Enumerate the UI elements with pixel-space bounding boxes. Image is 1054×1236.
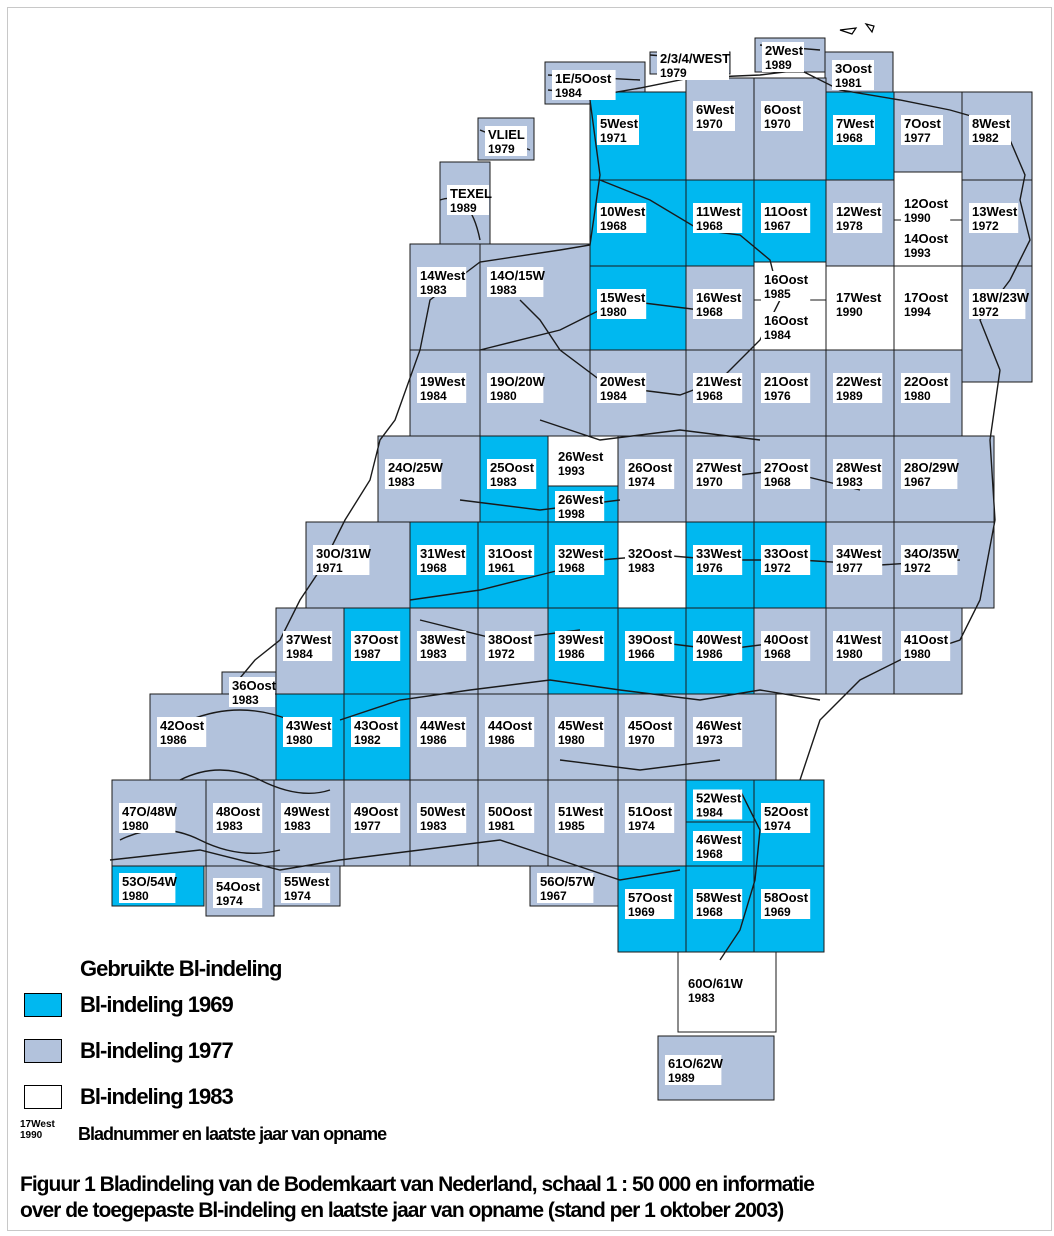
sheet-year: 1970 [696,117,723,131]
sheet-year: 1984 [764,328,791,342]
sheet-number: 7West [836,116,875,131]
sheet-number: 41West [836,632,882,647]
sheet-year: 1967 [764,219,791,233]
sheet-year: 1979 [488,142,515,156]
sheet-number: 55West [284,874,330,889]
sheet-year: 1985 [558,819,585,833]
sheet-year: 1980 [904,647,931,661]
sheet-number: 38Oost [488,632,533,647]
sheet-year: 1986 [558,647,585,661]
legend-swatch-1983 [24,1085,62,1109]
sheet-year: 1968 [696,847,723,861]
sheet-number: 3Oost [835,61,872,76]
legend-swatch-1969 [24,993,62,1017]
sheet-year: 1977 [354,819,381,833]
sheet-year: 1961 [488,561,515,575]
sheet-year: 1976 [764,389,791,403]
sheet-year: 1977 [836,561,863,575]
sheet-year: 1984 [600,389,627,403]
sheet-number: 2West [765,43,804,58]
sheet-number: 42Oost [160,718,205,733]
sheet-year: 1973 [696,733,723,747]
sheet-number: 37Oost [354,632,399,647]
sheet-year: 1984 [420,389,447,403]
sheet-year: 1968 [836,131,863,145]
sheet-number: 48Oost [216,804,261,819]
sheet-number: 6West [696,102,735,117]
sheet-year: 1986 [488,733,515,747]
sheet-number: 52West [696,790,742,806]
sheet-number: 33West [696,546,742,561]
caption-line-2: over de toegepaste Bl-indeling en laatste jaar van opname (stand per 1 oktober 2003) [20,1199,784,1222]
sheet-year: 1971 [600,131,627,145]
sheet-year: 1968 [420,561,447,575]
sheet-number: 39Oost [628,632,673,647]
sheet-number: 12West [836,204,882,219]
sheet-number: 16West [696,290,742,305]
sheet-number: 28O/29W [904,460,959,475]
legend-swatch-1977 [24,1039,62,1063]
sheet-number: 14West [420,268,466,283]
sheet-number: 54Oost [216,879,261,894]
sheet-year: 1980 [286,733,313,747]
sheet-year: 1968 [696,905,723,919]
sheet-year: 1980 [490,389,517,403]
sheet-year: 1978 [836,219,863,233]
sheet-year: 1983 [490,283,517,297]
sheet-year: 1969 [764,905,791,919]
sheet-number: VLIEL [488,127,525,142]
sheet-number: 26West [558,449,604,464]
legend-label-1977: Bl-indeling 1977 [80,1038,233,1063]
sheet-year: 1980 [600,305,627,319]
sheet-number: 41Oost [904,632,949,647]
sheet-number: 47O/48W [122,804,177,819]
sheet-number: 24O/25W [388,460,443,475]
sheet-number: 43West [286,718,332,733]
sheet-year: 1972 [972,219,999,233]
sheet-number: 25Oost [490,460,535,475]
sheet-number: 20West [600,374,646,389]
sheet-year: 1981 [488,819,515,833]
legend-item-1969 [24,990,233,1020]
sheet-number: 40West [696,632,742,647]
sheet-year: 1982 [972,131,999,145]
sheet-year: 1968 [600,219,627,233]
sheet-number: 38West [420,632,466,647]
sheet-year: 1974 [764,819,791,833]
sheet-number: 27Oost [764,460,809,475]
legend-title: Gebruikte Bl-indeling [80,956,282,981]
sheet-year: 1970 [764,117,791,131]
sheet-number: 40Oost [764,632,809,647]
sheet-number: 17Oost [904,290,949,305]
legend-label-1983: Bl-indeling 1983 [80,1084,233,1109]
sheet-number: 22Oost [904,374,949,389]
sheet-number: 58Oost [764,890,809,905]
sheet-year: 1989 [765,58,792,72]
sheet-year: 1979 [660,66,687,80]
sheet-year: 1983 [420,283,447,297]
sheet-year: 1984 [555,86,582,100]
sheet-year: 1990 [836,305,863,319]
sheet-year: 1983 [628,561,655,575]
legend-item-1983 [24,1082,233,1112]
sheet-number: 31Oost [488,546,533,561]
sheet-number: 32West [558,546,604,561]
sheet-number: 14Oost [904,231,949,246]
sheet-year: 1972 [904,561,931,575]
legend-example-label [20,1119,55,1141]
sheet-number: 61O/62W [668,1056,723,1071]
sheet-year: 1987 [354,647,381,661]
sheet-year: 1970 [628,733,655,747]
sheet-number: 7Oost [904,116,941,131]
sheet-number: 60O/61W [688,976,743,991]
sheet-year: 1976 [696,561,723,575]
sheet-year: 1967 [904,475,931,489]
sheet-number: 1E/5Oost [555,71,612,86]
legend-label-1969: Bl-indeling 1969 [80,992,233,1017]
sheet-number: 45Oost [628,718,673,733]
legend-example-number: 17West [20,1119,55,1130]
sheet-number: 46West [696,718,742,733]
sheet-number: 11Oost [764,204,808,219]
sheet-number: 33Oost [764,546,809,561]
figure-caption [20,1172,1040,1224]
sheet-number: 45West [558,718,604,733]
sheet-number: 15West [600,290,646,305]
sheet-year: 1983 [836,475,863,489]
sheet-number: 37West [286,632,332,647]
sheet-year: 1972 [764,561,791,575]
sheet-year: 1986 [420,733,447,747]
sheet-year: 1980 [836,647,863,661]
sheet-year: 1968 [558,561,585,575]
sheet-year: 1966 [628,647,655,661]
sheet-number: 58West [696,890,742,905]
sheet-year: 1969 [628,905,655,919]
sheet-number: 43Oost [354,718,399,733]
sheet-number: 12Oost [904,196,949,211]
caption-line-1: Figuur 1 Bladindeling van de Bodemkaart van Nederland, schaal 1 : 50 000 en informatie [20,1173,814,1196]
sheet-year: 1980 [904,389,931,403]
sheet-year: 1983 [284,819,311,833]
sheet-year: 1983 [420,647,447,661]
sheet-year: 1967 [540,889,567,903]
sheet-number: 39West [558,632,604,647]
sheet-year: 1983 [232,693,259,707]
legend-example-year: 1990 [20,1130,43,1141]
sheet-number: 50West [420,804,466,819]
sheet-year: 1983 [216,819,243,833]
sheet-year: 1984 [286,647,313,661]
sheet-number: 8West [972,116,1011,131]
sheet-number: 49West [284,804,330,819]
sheet-number: 51Oost [628,804,673,819]
sheet-number: 6Oost [764,102,801,117]
sheet-year: 1970 [696,475,723,489]
sheet-number: 44Oost [488,718,533,733]
sheet-year: 1968 [764,475,791,489]
small-islets [840,24,874,34]
sheet-year: 1989 [450,201,477,215]
sheet-number: 16Oost [764,272,809,287]
sheet-number: 13West [972,204,1018,219]
sheet-number: 21Oost [764,374,809,389]
sheet-number: 10West [600,204,646,219]
sheet-year: 1984 [696,805,723,820]
sheet-year: 1981 [835,76,862,90]
sheet-number: 30O/31W [316,546,371,561]
sheet-year: 1983 [420,819,447,833]
sheet-year: 1968 [696,219,723,233]
sheet-number: 11West [696,204,741,219]
sheet-year: 1974 [284,889,311,903]
sheet-year: 1985 [764,287,791,301]
sheet-number: 14O/15W [490,268,545,283]
sheet-number: 52Oost [764,804,809,819]
sheet-number: 26West [558,492,604,507]
sheet-number: 51West [558,804,604,819]
sheet-year: 1974 [628,475,655,489]
sheet-year: 1993 [904,246,931,260]
sheet-number: 36Oost [232,678,277,693]
sheet-number: 19West [420,374,466,389]
sheet-year: 1994 [904,305,931,319]
sheet-year: 1989 [836,389,863,403]
sheet-number: 46West [696,832,742,847]
sheet-year: 1989 [668,1071,695,1085]
sheet-year: 1993 [558,464,585,478]
sheet-year: 1968 [696,305,723,319]
sheet-year: 1983 [388,475,415,489]
map-sheet-18w-23w[interactable] [962,266,1032,382]
sheet-number: 16Oost [764,313,809,328]
sheet-number: 56O/57W [540,874,595,889]
sheet-number: 18W/23W [972,290,1030,305]
sheet-year: 1986 [160,733,187,747]
sheet-year: 1998 [558,507,585,521]
sheet-year: 1983 [490,475,517,489]
sheet-number: 50Oost [488,804,533,819]
sheet-year: 1974 [216,894,243,908]
sheet-number: 5West [600,116,639,131]
sheet-year: 1980 [122,819,149,833]
sheet-year: 1980 [122,889,149,903]
sheet-number: 34O/35W [904,546,959,561]
sheet-year: 1990 [904,211,931,225]
sheet-number: 32Oost [628,546,673,561]
sheet-year: 1980 [558,733,585,747]
sheet-number: 19O/20W [490,374,545,389]
sheet-number: 27West [696,460,742,475]
sheet-year: 1974 [628,819,655,833]
sheet-year: 1968 [764,647,791,661]
sheet-number: 31West [420,546,466,561]
sheet-number: 53O/54W [122,874,177,889]
sheet-year: 1968 [696,389,723,403]
sheet-year: 1983 [688,991,715,1005]
sheet-year: 1977 [904,131,931,145]
sheet-year: 1972 [488,647,515,661]
sheet-number: 21West [696,374,742,389]
legend-example-text: Bladnummer en laatste jaar van opname [78,1124,387,1144]
sheet-number: 28West [836,460,882,475]
sheet-number: 22West [836,374,882,389]
sheet-number: 2/3/4/WEST [660,51,731,66]
sheet-year: 1982 [354,733,381,747]
sheet-number: 57Oost [628,890,673,905]
sheet-number: TEXEL [450,186,492,201]
sheet-year: 1986 [696,647,723,661]
sheet-year: 1972 [972,305,999,319]
sheet-number: 49Oost [354,804,399,819]
sheet-number: 26Oost [628,460,673,475]
sheet-year: 1971 [316,561,343,575]
sheet-number: 17West [836,290,882,305]
sheet-number: 44West [420,718,466,733]
sheet-number: 34West [836,546,882,561]
legend-item-1977 [24,1036,233,1066]
